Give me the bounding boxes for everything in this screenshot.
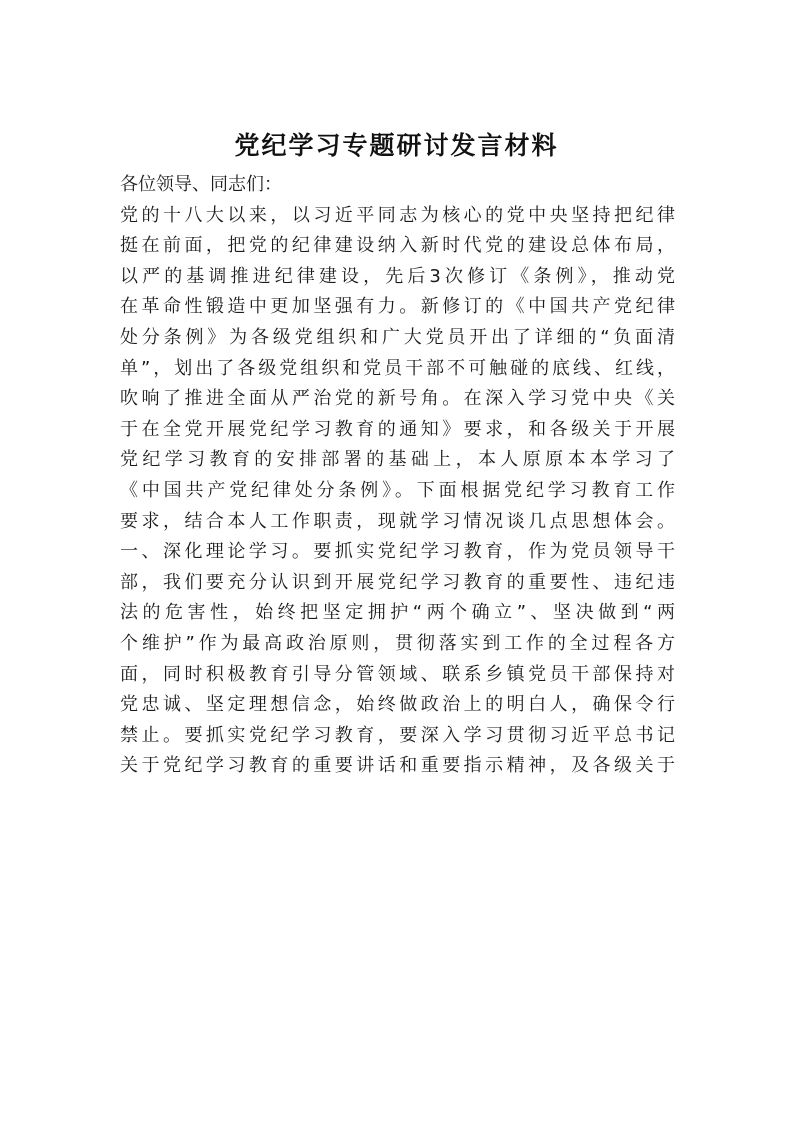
body-line: 面，同时积极教育引导分管领域、联系乡镇党员干部保持对	[120, 663, 675, 685]
document-title: 党纪学习专题研讨发言材料	[234, 131, 559, 160]
body-line: 单”，划出了各级党组织和党员干部不可触碰的底线、红线，	[120, 357, 675, 379]
body-line: 吹响了推进全面从严治党的新号角。在深入学习党中央《关	[120, 388, 675, 410]
body-line: 要求，结合本人工作职责，现就学习情况谈几点思想体会。	[120, 510, 675, 532]
body-line: 党忠诚、坚定理想信念，始终做政治上的明白人，确保令行	[120, 694, 675, 716]
body-line: 关于党纪学习教育的重要讲话和重要指示精神，及各级关于	[120, 755, 675, 777]
body-line: 部，我们要充分认识到开展党纪学习教育的重要性、违纪违	[120, 571, 675, 593]
body-line: 法的危害性，始终把坚定拥护“两个确立”、坚决做到“两	[120, 602, 675, 624]
document-body	[120, 170, 675, 782]
body-line: 一、深化理论学习。要抓实党纪学习教育，作为党员领导干	[120, 541, 675, 563]
body-line: 党纪学习教育的安排部署的基础上，本人原原本本学习了	[120, 449, 675, 471]
body-line: 个维护”作为最高政治原则，贯彻落实到工作的全过程各方	[120, 632, 675, 654]
body-line: 处分条例》为各级党组织和广大党员开出了详细的“负面清	[120, 326, 675, 348]
body-line: 《中国共产党纪律处分条例》。下面根据党纪学习教育工作	[120, 479, 675, 501]
body-line: 禁止。要抓实党纪学习教育，要深入学习贯彻习近平总书记	[120, 724, 675, 746]
body-line: 于在全党开展党纪学习教育的通知》要求，和各级关于开展	[120, 418, 675, 440]
body-line: 挺在前面，把党的纪律建设纳入新时代党的建设总体布局，	[120, 235, 675, 257]
body-line: 以严的基调推进纪律建设，先后3次修订《条例》，推动党	[120, 265, 675, 287]
body-line: 党的十八大以来，以习近平同志为核心的党中央坚持把纪律	[120, 204, 675, 226]
salutation-line: 各位领导、同志们：	[120, 174, 282, 195]
body-line: 在革命性锻造中更加坚强有力。新修订的《中国共产党纪律	[120, 296, 675, 318]
